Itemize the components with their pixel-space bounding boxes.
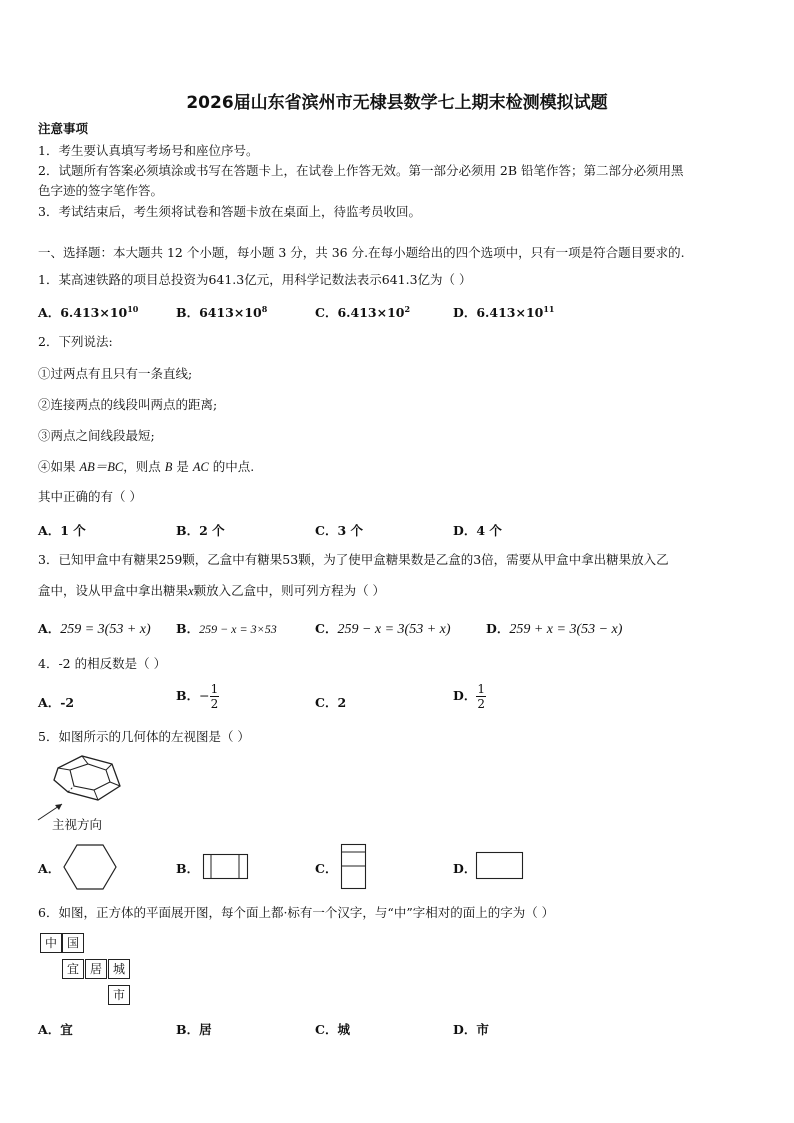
q5-hexagonal-prism-figure	[36, 752, 136, 822]
net-cell: 国	[62, 933, 84, 953]
q2-ask: 其中正确的有（ ）	[38, 489, 142, 504]
q5-d-rectangle-icon	[476, 852, 524, 880]
q6-option-c[interactable]: C．城	[315, 1022, 350, 1037]
q3-c-label: C．	[315, 621, 338, 636]
q2-s4-end: 的中点.	[208, 459, 255, 474]
q1-a-exp: 10	[127, 303, 139, 314]
section-heading: 一、选择题：本大题共 12 个小题，每小题 3 分，共 36 分.在每小题给出的四个选项中，只有一项是符合题目要求的.	[38, 245, 685, 260]
q1-b-base: 6413×10	[199, 305, 262, 320]
q1-d-exp: 11	[543, 303, 555, 314]
q1-stem: 1．某高速铁路的项目总投资为641.3亿元，用科学记数法表示641.3亿为（ ）	[38, 272, 472, 287]
q2-statement-1: ①过两点有且只有一条直线;	[38, 366, 193, 381]
q1-option-a[interactable]	[38, 303, 138, 321]
notice-item-1: 1．考生要认真填写考场号和座位序号。	[38, 143, 259, 158]
q3-b-label: B．	[176, 621, 200, 636]
q2-s4-pre: ④如果	[38, 459, 80, 474]
q5-option-c[interactable]: C．	[315, 861, 338, 876]
q1-option-c[interactable]	[315, 303, 410, 321]
q2-s4-ac: AC	[192, 460, 209, 474]
q4-b-fraction	[210, 682, 220, 711]
q1-a-base: 6.413×10	[60, 305, 128, 320]
q5-option-d[interactable]: D．	[453, 861, 477, 876]
notice-item-2-cont: 色字迹的签字笔作答。	[38, 183, 164, 198]
q1-option-d[interactable]	[453, 303, 555, 321]
q5-option-b[interactable]: B．	[176, 861, 200, 876]
q4-d-numerator: 1	[477, 682, 485, 696]
q1-d-label: D．	[453, 305, 477, 320]
net-cell: 中	[40, 933, 62, 953]
net-cell: 宜	[62, 959, 84, 979]
q4-option-a[interactable]: A．-2	[38, 695, 75, 710]
q3-b-equation: 259 − x = 3×53	[199, 622, 277, 636]
q4-option-c[interactable]: C．2	[315, 695, 347, 710]
q4-d-fraction	[476, 682, 486, 711]
q3-d-equation: 259 + x = 3(53 − x)	[509, 622, 623, 637]
q4-b-numerator: 1	[210, 682, 219, 696]
exam-title: 2026届山东省滨州市无棣县数学七上期末检测模拟试题	[186, 93, 608, 113]
q2-statement-3: ③两点之间线段最短;	[38, 428, 155, 443]
q4-b-denominator: 2	[210, 697, 219, 711]
q4-option-d[interactable]	[453, 682, 486, 711]
q3-option-a[interactable]	[38, 619, 151, 638]
q4-d-label: D．	[453, 688, 477, 703]
q1-option-b[interactable]	[176, 303, 267, 321]
q2-option-d[interactable]: D．4 个	[453, 523, 502, 538]
q2-statement-4	[38, 459, 254, 475]
q3-stem-line2	[38, 583, 385, 599]
q6-option-d[interactable]: D．市	[453, 1022, 489, 1037]
q2-s4-b: B	[164, 460, 173, 474]
q5-option-a[interactable]: A．	[38, 861, 61, 876]
q3-option-b[interactable]	[176, 619, 277, 637]
q2-s4-mid: ，则点	[123, 459, 165, 474]
q4-b-sign: −	[199, 688, 210, 703]
q3-stem-line1: 3．已知甲盒中有糖果259颗，乙盒中有糖果53颗，为了使甲盒糖果数是乙盒的3倍，需要从甲盒中拿出糖果放入乙	[38, 552, 669, 567]
q3-option-d[interactable]	[486, 619, 622, 638]
notice-heading: 注意事项	[38, 121, 89, 136]
q3-a-equation: 259 = 3(53 + x)	[60, 622, 151, 637]
q5-a-hexagon-icon	[64, 844, 118, 890]
q5-figure-caption: 主视方向	[52, 817, 103, 832]
q2-s4-mid2: 是	[172, 459, 193, 474]
q3-c-equation: 259 − x = 3(53 + x)	[337, 622, 451, 637]
q3-stem2-pre: 盒中，设从甲盒中拿出糖果	[38, 583, 189, 598]
net-cell: 城	[108, 959, 130, 979]
q4-option-b[interactable]	[176, 682, 219, 711]
q4-b-label: B．	[176, 688, 200, 703]
q3-d-label: D．	[486, 621, 510, 636]
q5-stem: 5．如图所示的几何体的左视图是（ ）	[38, 729, 250, 744]
notice-item-3: 3．考试结束后，考生须将试卷和答题卡放在桌面上，待监考员收回。	[38, 204, 421, 219]
q1-c-base: 6.413×10	[337, 305, 405, 320]
q6-stem: 6．如图，正方体的平面展开图，每个面上都·标有一个汉字，与“中”字相对的面上的字为（ ）	[38, 905, 555, 920]
q4-d-denominator: 2	[477, 697, 485, 711]
q3-option-c[interactable]	[315, 619, 451, 638]
q5-b-rectangles-icon	[203, 854, 249, 880]
q4-stem: 4．-2 的相反数是（ ）	[38, 656, 167, 671]
net-cell: 居	[85, 959, 107, 979]
q3-a-label: A．	[38, 621, 61, 636]
q3-stem2-end: 颗放入乙盒中，则可列方程为（ ）	[193, 583, 386, 598]
q3-stem2-x: x	[188, 584, 194, 598]
q6-option-a[interactable]: A．宜	[38, 1022, 73, 1037]
q2-s4-math: AB＝BC	[79, 460, 124, 474]
q1-c-exp: 2	[404, 303, 411, 314]
q6-option-b[interactable]: B．居	[176, 1022, 212, 1037]
q2-stem: 2．下列说法:	[38, 334, 113, 349]
net-cell: 市	[108, 985, 130, 1005]
notice-item-2: 2．试题所有答案必须填涂或书写在答题卡上，在试卷上作答无效。第一部分必须用 2B 铅笔作答；第二部分必须用黑	[38, 163, 684, 178]
q1-b-label: B．	[176, 305, 200, 320]
q1-a-label: A．	[38, 305, 61, 320]
q5-c-stacked-rectangles-icon	[341, 844, 367, 890]
q1-b-exp: 8	[261, 303, 268, 314]
q1-d-base: 6.413×10	[476, 305, 544, 320]
q2-option-c[interactable]: C．3 个	[315, 523, 363, 538]
q2-option-b[interactable]: B．2 个	[176, 523, 225, 538]
q2-option-a[interactable]: A．1 个	[38, 523, 86, 538]
q1-c-label: C．	[315, 305, 338, 320]
q2-statement-2: ②连接两点的线段叫两点的距离;	[38, 397, 218, 412]
